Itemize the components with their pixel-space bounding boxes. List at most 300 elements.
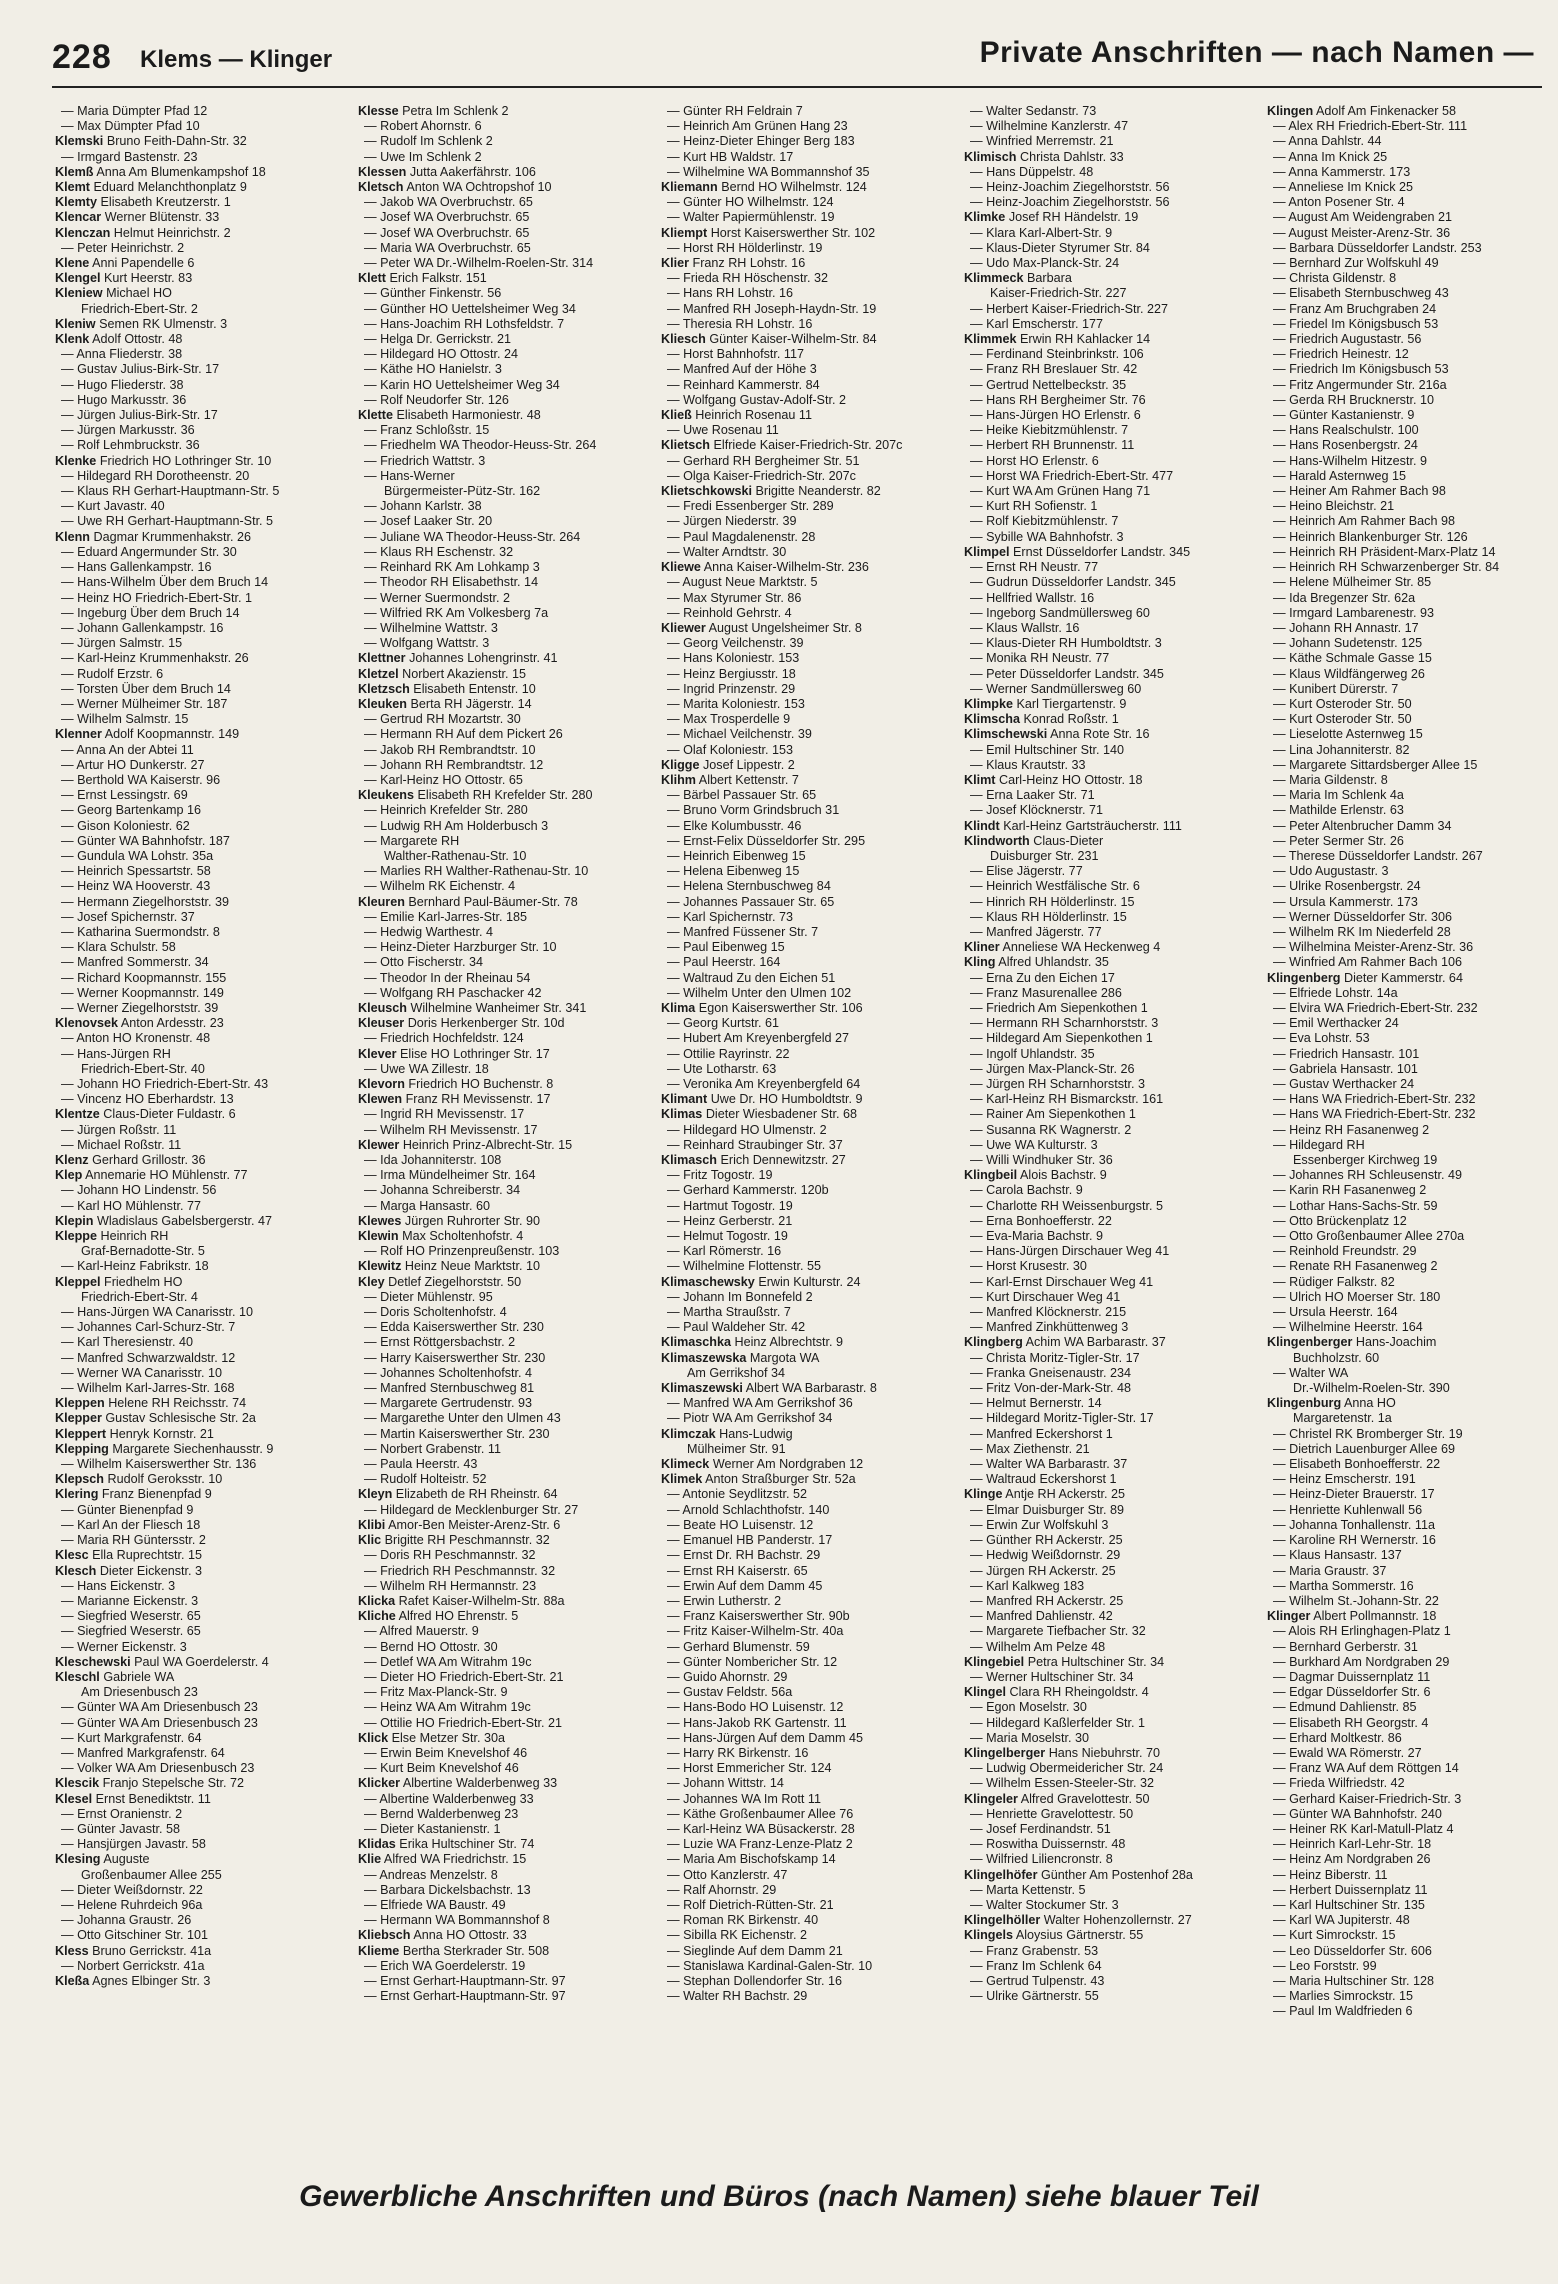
sub-entry: — Therese Düsseldorfer Landstr. 267 xyxy=(1273,848,1483,863)
surname-entry xyxy=(55,1792,353,1807)
sub-entry: — Fritz Angermunder Str. 216a xyxy=(1273,377,1447,392)
entry-address: Josef RH Händelstr. 19 xyxy=(1008,210,1139,225)
surname-entry xyxy=(661,1092,959,1107)
page-number: 228 xyxy=(52,38,112,76)
surname: Klingelhöller xyxy=(964,1913,1041,1928)
surname: Klicka xyxy=(358,1593,396,1608)
surname-entry xyxy=(55,1974,353,1989)
sub-entry: — Friedrich Wattstr. 3 xyxy=(364,453,486,468)
entry-address: Anneliese WA Heckenweg 4 xyxy=(1002,940,1161,955)
surname: Klimpke xyxy=(964,696,1013,711)
sub-entry: — Wilhelmine WA Bommannshof 35 xyxy=(667,164,870,179)
surname: Klesc xyxy=(55,1548,89,1563)
sub-entry: — Roman RK Birkenstr. 40 xyxy=(667,1913,819,1928)
surname-entry xyxy=(964,1868,1262,1883)
surname: Klesing xyxy=(55,1852,101,1867)
entry-address: Erika Hultschiner Str. 74 xyxy=(399,1837,535,1852)
sub-entry: — Hildegard de Mecklenburger Str. 27 xyxy=(364,1502,579,1517)
surname: Klentze xyxy=(55,1107,100,1122)
sub-entry: — Helmut Bernerstr. 14 xyxy=(970,1396,1102,1411)
surname: Kliewer xyxy=(661,620,706,635)
sub-entry: — Wolfgang RH Paschacker 42 xyxy=(364,985,542,1000)
sub-entry: — Johann RH Annastr. 17 xyxy=(1273,620,1419,635)
surname-entry xyxy=(358,1594,656,1609)
sub-entry: — Martin Kaiserswerther Str. 230 xyxy=(364,1426,550,1441)
entry-address: Anna Rote Str. 16 xyxy=(1050,727,1150,742)
entry-address: Egon Kaiserswerther Str. 106 xyxy=(698,1000,863,1015)
entry-continuation: Kaiser-Friedrich-Str. 227 xyxy=(990,286,1127,301)
sub-entry: — Johannes Carl-Schurz-Str. 7 xyxy=(61,1320,236,1335)
sub-entry: — Gundula WA Lohstr. 35a xyxy=(61,848,214,863)
sub-entry: — Artur HO Dunkerstr. 27 xyxy=(61,757,205,772)
sub-entry: — Carola Bachstr. 9 xyxy=(970,1183,1083,1198)
sub-entry: — Rainer Am Siepenkothen 1 xyxy=(970,1107,1136,1122)
sub-entry: — Uwe WA Zillestr. 18 xyxy=(364,1061,489,1076)
sub-entry: — Franz Am Bruchgraben 24 xyxy=(1273,301,1437,316)
surname: Klewer xyxy=(358,1137,400,1152)
sub-entry: — Franz Im Schlenk 64 xyxy=(970,1958,1102,1973)
surname: Klicker xyxy=(358,1776,401,1791)
surname: Kling xyxy=(964,955,996,970)
entry-address: Brigitte Neanderstr. 82 xyxy=(755,484,881,499)
sub-entry: — Elmar Duisburger Str. 89 xyxy=(970,1502,1124,1517)
sub-entry: — Manfred Jägerstr. 77 xyxy=(970,924,1102,939)
sub-entry: — Ernst Oranienstr. 2 xyxy=(61,1806,183,1821)
surname-entry xyxy=(55,195,353,210)
entry-address: Heinz Albrechtstr. 9 xyxy=(734,1335,844,1350)
entry-address: Helene RH Reichsstr. 74 xyxy=(108,1396,247,1411)
surname-entry xyxy=(661,256,959,271)
surname-entry xyxy=(1267,104,1558,119)
surname-entry xyxy=(55,1275,353,1290)
sub-entry: — Werner Ziegelhorststr. 39 xyxy=(61,1000,219,1015)
sub-entry: — Arnold Schlachthofstr. 140 xyxy=(667,1502,830,1517)
sub-entry: — Heinz WA Hooverstr. 43 xyxy=(61,879,211,894)
surname-entry xyxy=(964,773,1262,788)
sub-entry: — Hans Gallenkampstr. 16 xyxy=(61,560,212,575)
entry-address: Elizabeth de RH Rheinstr. 64 xyxy=(395,1487,558,1502)
sub-entry: — Klara Schulstr. 58 xyxy=(61,940,176,955)
surname: Klimczak xyxy=(661,1426,716,1441)
directory-column-4 xyxy=(964,104,1262,2154)
sub-entry: — Margarethe Unter den Ulmen 43 xyxy=(364,1411,561,1426)
sub-entry: — Heinz Emscherstr. 191 xyxy=(1273,1472,1416,1487)
sub-entry: — Horst Emmericher Str. 124 xyxy=(667,1761,832,1776)
entry-address: Carl-Heinz HO Ottostr. 18 xyxy=(998,772,1143,787)
surname-entry xyxy=(55,1472,353,1487)
sub-entry: — Helmut Togostr. 19 xyxy=(667,1229,788,1244)
sub-entry: — Peter Heinrichstr. 2 xyxy=(61,240,185,255)
sub-entry: — August Am Weidengraben 21 xyxy=(1273,210,1452,225)
sub-entry: — Heinz Am Nordgraben 26 xyxy=(1273,1852,1431,1867)
sub-entry: — Gerhard RH Bergheimer Str. 51 xyxy=(667,453,860,468)
sub-entry: — Maria Hultschiner Str. 128 xyxy=(1273,1973,1434,1988)
sub-entry: — Johann Sudetenstr. 125 xyxy=(1273,636,1423,651)
surname-entry xyxy=(964,834,1262,849)
sub-entry: — Volker WA Am Driesenbusch 23 xyxy=(61,1761,255,1776)
sub-entry: — Harry Kaiserswerther Str. 230 xyxy=(364,1350,546,1365)
entry-address: Hans-Joachim xyxy=(1355,1335,1437,1350)
sub-entry: — Wilhelmine Flottenstr. 55 xyxy=(667,1259,821,1274)
sub-entry: — Ernst-Felix Düsseldorfer Str. 295 xyxy=(667,833,866,848)
surname: Klengel xyxy=(55,271,101,286)
sub-entry: — Bruno Vorm Grindsbruch 31 xyxy=(667,803,840,818)
sub-entry: — Maria RH Güntersstr. 2 xyxy=(61,1533,206,1548)
surname-entry xyxy=(661,1335,959,1350)
sub-entry: — Ewald WA Römerstr. 27 xyxy=(1273,1745,1422,1760)
surname: Kliner xyxy=(964,940,1000,955)
sub-entry: — Hermann WA Bommannshof 8 xyxy=(364,1913,550,1928)
surname: Klessen xyxy=(358,164,407,179)
sub-entry: — Martha Straußstr. 7 xyxy=(667,1305,791,1320)
entry-address: Erwin RH Kahlacker 14 xyxy=(1020,332,1151,347)
sub-entry: — Peter Düsseldorfer Landstr. 345 xyxy=(970,666,1164,681)
sub-entry: — Gerhard Kammerstr. 120b xyxy=(667,1183,829,1198)
sub-entry: — Heinz-Joachim Ziegelhorststr. 56 xyxy=(970,180,1170,195)
sub-entry: — Max Ziethenstr. 21 xyxy=(970,1441,1090,1456)
sub-entry: — Rüdiger Falkstr. 82 xyxy=(1273,1274,1395,1289)
surname: Klever xyxy=(358,1046,397,1061)
sub-entry: — Manfred Schwarzwaldstr. 12 xyxy=(61,1350,236,1365)
entry-address: Dieter Kammerstr. 64 xyxy=(1343,970,1463,985)
sub-entry: — Friedrich RH Peschmannstr. 32 xyxy=(364,1563,556,1578)
sub-entry: — Erwin Lutherstr. 2 xyxy=(667,1593,782,1608)
sub-entry: — Paul Heerstr. 164 xyxy=(667,955,781,970)
sub-entry: — Erna Bonhoefferstr. 22 xyxy=(970,1213,1112,1228)
surname-entry xyxy=(964,1792,1262,1807)
entry-address: Annemarie HO Mühlenstr. 77 xyxy=(85,1168,248,1183)
surname: Kleuren xyxy=(358,894,405,909)
sub-entry: — Wilhelm Essen-Steeler-Str. 32 xyxy=(970,1776,1155,1791)
sub-entry: — Hugo Markusstr. 36 xyxy=(61,392,187,407)
entry-address: Helmut Heinrichstr. 2 xyxy=(113,225,231,240)
sub-entry: — Günter HO Wilhelmstr. 124 xyxy=(667,195,834,210)
surname-entry xyxy=(358,1077,656,1092)
surname: Kliche xyxy=(358,1609,396,1624)
sub-entry: — Frieda Wilfriedstr. 42 xyxy=(1273,1776,1405,1791)
entry-address: Heinz Neue Marktstr. 10 xyxy=(404,1259,540,1274)
surname: Klimant xyxy=(661,1092,708,1107)
entry-address: Alois Bachstr. 9 xyxy=(1020,1168,1107,1183)
sub-entry: — Christel RK Bromberger Str. 19 xyxy=(1273,1426,1463,1441)
entry-address: Gustav Schlesische Str. 2a xyxy=(105,1411,256,1426)
sub-entry: — Ursula Heerstr. 164 xyxy=(1273,1305,1398,1320)
sub-entry: — Bernhard Gerberstr. 31 xyxy=(1273,1639,1418,1654)
sub-entry: — Gudrun Düsseldorfer Landstr. 345 xyxy=(970,575,1176,590)
sub-entry: — Marlies Simrockstr. 15 xyxy=(1273,1989,1413,2004)
sub-entry: — Maria WA Overbruchstr. 65 xyxy=(364,240,531,255)
sub-entry: — Maria Am Bischofskamp 14 xyxy=(667,1852,836,1867)
sub-entry: — Reinhard Straubinger Str. 37 xyxy=(667,1137,843,1152)
sub-entry: — Margarete Sittardsberger Allee 15 xyxy=(1273,757,1478,772)
surname: Klindworth xyxy=(964,833,1030,848)
sub-entry: — Vincenz HO Eberhardstr. 13 xyxy=(61,1092,234,1107)
sub-entry: — Max Trosperdelle 9 xyxy=(667,712,791,727)
sub-entry: — Kurt Osteroder Str. 50 xyxy=(1273,712,1412,727)
sub-entry: — Fritz Max-Planck-Str. 9 xyxy=(364,1685,508,1700)
entry-address: Auguste xyxy=(103,1852,150,1867)
surname-entry xyxy=(661,560,959,575)
sub-entry: — Wilhelm Unter den Ulmen 102 xyxy=(667,985,852,1000)
surname-entry xyxy=(358,1092,656,1107)
surname-entry xyxy=(55,1487,353,1502)
sub-entry: — Gerhard Kaiser-Friedrich-Str. 3 xyxy=(1273,1791,1462,1806)
sub-entry: — Walter Sedanstr. 73 xyxy=(970,104,1097,118)
surname-entry xyxy=(358,1138,656,1153)
sub-entry: — Karl-Heinz RH Bismarckstr. 161 xyxy=(970,1092,1164,1107)
sub-entry: — Ursula Kammerstr. 173 xyxy=(1273,894,1418,909)
sub-entry: — Rudolf Holteistr. 52 xyxy=(364,1472,487,1487)
entry-address: Kurt Heerstr. 83 xyxy=(104,271,193,286)
sub-entry: — Hans Rosenbergstr. 24 xyxy=(1273,438,1418,453)
sub-entry: — Heinrich RH Präsident-Marx-Platz 14 xyxy=(1273,544,1496,559)
entry-address: Claus-Dieter xyxy=(1033,833,1104,848)
surname-entry xyxy=(964,697,1262,712)
sub-entry: — Piotr WA Am Gerrikshof 34 xyxy=(667,1411,833,1426)
entry-address: Jürgen Ruhrorter Str. 90 xyxy=(404,1213,541,1228)
sub-entry: — Hans-Jürgen WA Canarisstr. 10 xyxy=(61,1305,254,1320)
sub-entry: — Karl-Heinz HO Ottostr. 65 xyxy=(364,772,523,787)
surname: Kleschl xyxy=(55,1669,100,1684)
sub-entry: — Walter RH Bachstr. 29 xyxy=(667,1989,808,2004)
sub-entry: — Gabriela Hansastr. 101 xyxy=(1273,1061,1418,1076)
sub-entry: — Johann Im Bonnefeld 2 xyxy=(667,1289,813,1304)
sub-entry: — Ida Johanniterstr. 108 xyxy=(364,1153,502,1168)
sub-entry: — Paul Im Waldfrieden 6 xyxy=(1273,2004,1413,2019)
entry-address: Christa Dahlstr. 33 xyxy=(1020,149,1124,164)
surname-entry xyxy=(55,134,353,149)
sub-entry: — Walter WA Barbarastr. 37 xyxy=(970,1457,1128,1472)
sub-entry: — Ingolf Uhlandstr. 35 xyxy=(970,1046,1095,1061)
entry-address: Margota WA xyxy=(749,1350,820,1365)
sub-entry: — Ludwig Obermeidericher Str. 24 xyxy=(970,1761,1164,1776)
surname: Klimeck xyxy=(661,1457,710,1472)
surname: Klima xyxy=(661,1000,696,1015)
sub-entry: — Klaus-Dieter RH Humboldtstr. 3 xyxy=(970,636,1162,651)
sub-entry: — Dieter Mühlenstr. 95 xyxy=(364,1289,493,1304)
surname: Klingenburg xyxy=(1267,1396,1342,1411)
sub-entry: — Ingeborg Sandmüllersweg 60 xyxy=(970,605,1150,620)
surname: Kleniw xyxy=(55,316,96,331)
entry-address: Werner Blütenstr. 33 xyxy=(104,210,220,225)
sub-entry: — Udo Max-Planck-Str. 24 xyxy=(970,256,1120,271)
sub-entry: — Harry RK Birkenstr. 16 xyxy=(667,1745,809,1760)
sub-entry: — Hans WA Friedrich-Ebert-Str. 232 xyxy=(1273,1107,1476,1122)
sub-entry: — Gertrud Tulpenstr. 43 xyxy=(970,1973,1105,1988)
sub-entry: — Johannes Passauer Str. 65 xyxy=(667,894,835,909)
surname-entry xyxy=(358,1776,656,1791)
sub-entry: — Hartmut Togostr. 19 xyxy=(667,1198,793,1213)
entry-address: Bernhard Paul-Bäumer-Str. 78 xyxy=(408,894,578,909)
entry-address: Brigitte RH Peschmannstr. 32 xyxy=(384,1533,550,1548)
sub-entry: — Dietrich Lauenburger Allee 69 xyxy=(1273,1441,1456,1456)
sub-entry: — Klaus RH Gerhart-Hauptmann-Str. 5 xyxy=(61,484,280,499)
surname: Klingenberg xyxy=(1267,970,1341,985)
surname-entry xyxy=(358,1214,656,1229)
surname: Klettner xyxy=(358,651,406,666)
entry-continuation: Mülheimer Str. 91 xyxy=(687,1441,786,1456)
sub-entry: — Werner Düsseldorfer Str. 306 xyxy=(1273,909,1452,924)
entry-address: Bernd HO Wilhelmstr. 124 xyxy=(721,180,867,195)
sub-entry: — Olaf Koloniestr. 153 xyxy=(667,742,794,757)
entry-address: Achim WA Barbarastr. 37 xyxy=(1025,1335,1166,1350)
sub-entry: — Hans-Jürgen HO Erlenstr. 6 xyxy=(970,408,1141,423)
sub-entry: — Anton HO Kronenstr. 48 xyxy=(61,1031,211,1046)
surname-entry xyxy=(55,226,353,241)
sub-entry: — Rolf HO Prinzenpreußenstr. 103 xyxy=(364,1244,560,1259)
entry-address: Wilhelmine Wanheimer Str. 341 xyxy=(410,1000,587,1015)
sub-entry: — Ferdinand Steinbrinkstr. 106 xyxy=(970,347,1144,362)
surname-entry xyxy=(358,408,656,423)
sub-entry: — Friedhelm WA Theodor-Heuss-Str. 264 xyxy=(364,438,597,453)
surname: Kley xyxy=(358,1274,385,1289)
sub-entry: — Ulrike Rosenbergstr. 24 xyxy=(1273,879,1421,894)
entry-address: Friedhelm HO xyxy=(104,1274,183,1289)
sub-entry: — Hans-Werner xyxy=(364,468,455,483)
sub-entry: — Wilhelm Am Pelze 48 xyxy=(970,1639,1106,1654)
page-header xyxy=(52,26,1542,86)
sub-entry: — Heinz WA Am Witrahm 19c xyxy=(364,1700,531,1715)
surname: Klewin xyxy=(358,1229,399,1244)
surname-entry xyxy=(661,1457,959,1472)
entry-address: Elisabeth Harmoniestr. 48 xyxy=(396,408,541,423)
surname: Klingberg xyxy=(964,1335,1023,1350)
sub-entry: — Lothar Hans-Sachs-Str. 59 xyxy=(1273,1198,1438,1213)
surname-entry xyxy=(55,1442,353,1457)
sub-entry: — Günter Nombericher Str. 12 xyxy=(667,1654,838,1669)
sub-entry: — Günther RH Ackerstr. 25 xyxy=(970,1533,1123,1548)
sub-entry: — Ernst Dr. RH Bachstr. 29 xyxy=(667,1548,821,1563)
sub-entry: — Ernst Gerhart-Hauptmann-Str. 97 xyxy=(364,1989,566,2004)
sub-entry: — Dieter Weißdornstr. 22 xyxy=(61,1882,203,1897)
sub-entry: — Manfred Klöcknerstr. 215 xyxy=(970,1305,1127,1320)
surname-entry xyxy=(358,651,656,666)
entry-address: Anton WA Ochtropshof 10 xyxy=(406,180,552,195)
sub-entry: — Karl HO Mühlenstr. 77 xyxy=(61,1198,201,1213)
sub-entry: — Hans RH Lohstr. 16 xyxy=(667,286,793,301)
sub-entry: — Marita Koloniestr. 153 xyxy=(667,696,805,711)
surname: Klimaszewska xyxy=(661,1350,747,1365)
sub-entry: — Torsten Über dem Bruch 14 xyxy=(61,681,231,696)
entry-address: Adolf Koopmannstr. 149 xyxy=(104,727,240,742)
entry-continuation: Dr.-Wilhelm-Roelen-Str. 390 xyxy=(1293,1381,1450,1396)
sub-entry: — Jürgen Roßstr. 11 xyxy=(61,1122,177,1137)
sub-entry: — Georg Veilchenstr. 39 xyxy=(667,636,804,651)
sub-entry: — Emil Hultschiner Str. 140 xyxy=(970,742,1124,757)
sub-entry: — Karl Theresienstr. 40 xyxy=(61,1335,194,1350)
sub-entry: — Robert Ahornstr. 6 xyxy=(364,119,482,134)
entry-address: Albert Kettenstr. 7 xyxy=(698,772,799,787)
surname: Klibi xyxy=(358,1517,386,1532)
sub-entry: — Emil Werthacker 24 xyxy=(1273,1016,1399,1031)
sub-entry: — Kurt HB Waldstr. 17 xyxy=(667,149,794,164)
entry-address: Elisabeth Kreutzerstr. 1 xyxy=(100,195,231,210)
sub-entry: — Hugo Fliederstr. 38 xyxy=(61,377,184,392)
sub-entry: — Ingrid Prinzenstr. 29 xyxy=(667,681,796,696)
sub-entry: — Barbara Düsseldorfer Landstr. 253 xyxy=(1273,240,1482,255)
entry-address: Barbara xyxy=(1027,271,1072,286)
entry-address: Anna Am Blumenkampshof 18 xyxy=(96,164,266,179)
sub-entry: — Charlotte RH Weissenburgstr. 5 xyxy=(970,1198,1163,1213)
sub-entry: — Kunibert Dürerstr. 7 xyxy=(1273,681,1399,696)
sub-entry: — Burkhard Am Nordgraben 29 xyxy=(1273,1654,1450,1669)
sub-entry: — Reinhard RK Am Lohkamp 3 xyxy=(364,560,540,575)
surname-entry xyxy=(55,1944,353,1959)
entry-continuation: Bürgermeister-Pütz-Str. 162 xyxy=(384,484,541,499)
sub-entry: — Heinz HO Friedrich-Ebert-Str. 1 xyxy=(61,590,253,605)
sub-entry: — Edda Kaiserswerther Str. 230 xyxy=(364,1320,544,1335)
sub-entry: — Klaus-Dieter Styrumer Str. 84 xyxy=(970,240,1150,255)
sub-entry: — Jürgen RH Ackerstr. 25 xyxy=(970,1563,1116,1578)
entry-address: Gabriele WA xyxy=(103,1669,175,1684)
surname-entry xyxy=(55,1153,353,1168)
sub-entry: — Karl Emscherstr. 177 xyxy=(970,316,1103,331)
surname: Klimscha xyxy=(964,712,1020,727)
sub-entry: — Juliane WA Theodor-Heuss-Str. 264 xyxy=(364,529,581,544)
sub-entry: — Heinrich Blankenburger Str. 126 xyxy=(1273,529,1468,544)
sub-entry: — Horst RH Hölderlinstr. 19 xyxy=(667,240,823,255)
sub-entry: — Johann Gallenkampstr. 16 xyxy=(61,620,224,635)
sub-entry: — Friedrich Hansastr. 101 xyxy=(1273,1046,1420,1061)
sub-entry: — Susanna RK Wagnerstr. 2 xyxy=(970,1122,1132,1137)
sub-entry: — Guido Ahornstr. 29 xyxy=(667,1669,788,1684)
sub-entry: — Paula Heerstr. 43 xyxy=(364,1457,478,1472)
sub-entry: — Anna Fliederstr. 38 xyxy=(61,347,183,362)
surname: Kleppel xyxy=(55,1274,101,1289)
surname-entry xyxy=(358,1016,656,1031)
sub-entry: — Johann RH Rembrandtstr. 12 xyxy=(364,757,544,772)
surname: Klencar xyxy=(55,210,102,225)
surname-entry xyxy=(964,1487,1262,1502)
sub-entry: — Ernst RH Kaiserstr. 65 xyxy=(667,1563,808,1578)
surname-entry xyxy=(964,819,1262,834)
surname: Kleyn xyxy=(358,1487,393,1502)
entry-address: Anni Papendelle 6 xyxy=(92,256,195,271)
sub-entry: — Ottilie HO Friedrich-Ebert-Str. 21 xyxy=(364,1715,563,1730)
sub-entry: — Wilhelmine Kanzlerstr. 47 xyxy=(970,119,1129,134)
surname-entry xyxy=(55,1564,353,1579)
surname-entry xyxy=(358,180,656,195)
surname: Kleschewski xyxy=(55,1654,131,1669)
surname-entry xyxy=(964,1655,1262,1670)
surname: Klimaszewski xyxy=(661,1381,743,1396)
sub-entry: — Helene Ruhrdeich 96a xyxy=(61,1897,203,1912)
surname-entry xyxy=(661,1153,959,1168)
sub-entry: — Ludwig RH Am Holderbusch 3 xyxy=(364,818,549,833)
entry-address: Wladislaus Gabelsbergerstr. 47 xyxy=(96,1213,272,1228)
surname-entry xyxy=(55,1107,353,1122)
entry-address: Friedrich HO Lothringer Str. 10 xyxy=(99,453,272,468)
entry-address: Henryk Kornstr. 21 xyxy=(109,1426,214,1441)
sub-entry: — Wilfried RK Am Volkesberg 7a xyxy=(364,605,549,620)
sub-entry: — Willi Windhuker Str. 36 xyxy=(970,1153,1113,1168)
sub-entry: — Edgar Düsseldorfer Str. 6 xyxy=(1273,1685,1431,1700)
sub-entry: — Berthold WA Kaiserstr. 96 xyxy=(61,772,221,787)
surname-entry xyxy=(55,530,353,545)
sub-entry: — Edmund Dahlienstr. 85 xyxy=(1273,1700,1417,1715)
surname: Klimek xyxy=(661,1472,703,1487)
entry-address: Franz RH Mevissenstr. 17 xyxy=(405,1092,551,1107)
sub-entry: — Ernst Lessingstr. 69 xyxy=(61,788,188,803)
sub-entry: — Walter Papiermühlenstr. 19 xyxy=(667,210,835,225)
surname: Klewen xyxy=(358,1092,403,1107)
surname-entry xyxy=(358,1259,656,1274)
surname: Klescik xyxy=(55,1776,100,1791)
sub-entry: — Lina Johanniterstr. 82 xyxy=(1273,742,1410,757)
sub-entry: — Waltraud Zu den Eichen 51 xyxy=(667,970,836,985)
entry-continuation: Buchholzstr. 60 xyxy=(1293,1350,1380,1365)
surname: Klidas xyxy=(358,1837,396,1852)
